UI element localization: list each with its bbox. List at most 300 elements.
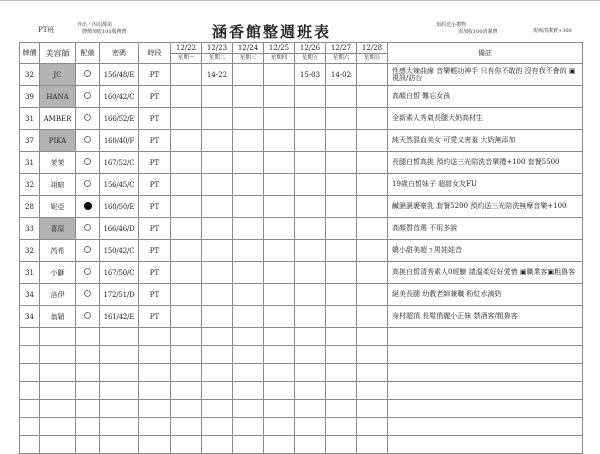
shift-cell[interactable] bbox=[264, 108, 295, 130]
empty-circle-icon bbox=[84, 136, 91, 143]
equipment-cell bbox=[76, 284, 100, 306]
empty-circle-icon bbox=[84, 180, 91, 187]
shift-cell[interactable] bbox=[264, 196, 295, 218]
table-row bbox=[20, 152, 583, 174]
empty-cell[interactable] bbox=[139, 328, 171, 346]
shift-cell[interactable] bbox=[326, 262, 357, 284]
col-tag-price: 牌價 bbox=[20, 43, 40, 64]
time-slot-cell: PT bbox=[139, 262, 171, 284]
time-slot-cell: PT bbox=[139, 240, 171, 262]
empty-cell[interactable] bbox=[76, 364, 100, 382]
shift-cell[interactable] bbox=[326, 306, 357, 328]
empty-cell[interactable] bbox=[20, 364, 40, 382]
shift-cell[interactable] bbox=[233, 306, 264, 328]
day-date: 12/25 bbox=[264, 43, 294, 54]
remarks-cell: 身材超頂 長髮俏麗小正妹 禁酒客/粗魯客 bbox=[388, 306, 583, 328]
empty-cell[interactable] bbox=[388, 400, 583, 418]
day-weekday: 星期二 bbox=[208, 55, 226, 61]
shift-cell[interactable] bbox=[357, 108, 388, 130]
col-day-1 bbox=[171, 43, 202, 64]
empty-cell[interactable] bbox=[100, 400, 139, 418]
equipment-cell bbox=[76, 196, 100, 218]
schedule-table bbox=[19, 42, 583, 454]
empty-cell[interactable] bbox=[100, 436, 139, 454]
code-cell: 166/52/E bbox=[100, 108, 139, 130]
col-day-2 bbox=[202, 43, 233, 64]
empty-cell[interactable] bbox=[76, 436, 100, 454]
empty-cell[interactable] bbox=[264, 364, 295, 382]
therapist-name-cell: PIKA bbox=[40, 130, 76, 152]
empty-cell[interactable] bbox=[388, 382, 583, 400]
empty-circle-icon bbox=[84, 312, 91, 319]
empty-cell[interactable] bbox=[388, 418, 583, 436]
shift-cell[interactable] bbox=[326, 196, 357, 218]
tag-price-cell: 37 bbox=[20, 130, 40, 152]
table-row bbox=[20, 284, 583, 306]
empty-cell[interactable] bbox=[233, 382, 264, 400]
day-date: 12/28 bbox=[357, 43, 387, 54]
shift-cell[interactable] bbox=[171, 196, 202, 218]
empty-row bbox=[20, 382, 583, 400]
shift-cell[interactable] bbox=[264, 240, 295, 262]
empty-cell[interactable] bbox=[326, 418, 357, 436]
col-remarks: 備註 bbox=[388, 43, 583, 64]
time-slot-cell: PT bbox=[139, 174, 171, 196]
table-row bbox=[20, 130, 583, 152]
day-date: 12/24 bbox=[233, 43, 263, 54]
shift-cell[interactable] bbox=[202, 306, 233, 328]
shift-cell[interactable] bbox=[202, 196, 233, 218]
shift-cell[interactable] bbox=[233, 86, 264, 108]
table-row bbox=[20, 196, 583, 218]
shift-cell[interactable] bbox=[171, 284, 202, 306]
tag-price-cell: 34 bbox=[20, 284, 40, 306]
shift-cell[interactable] bbox=[326, 284, 357, 306]
day-weekday: 星期日 bbox=[363, 55, 381, 61]
day-weekday: 星期五 bbox=[301, 55, 319, 61]
empty-cell[interactable] bbox=[171, 418, 202, 436]
empty-cell[interactable] bbox=[264, 346, 295, 364]
remarks-cell: 高顏質首選 不用多說 bbox=[388, 218, 583, 240]
time-slot-cell: PT bbox=[139, 64, 171, 86]
empty-cell[interactable] bbox=[100, 418, 139, 436]
equipment-cell bbox=[76, 174, 100, 196]
shift-cell[interactable] bbox=[295, 130, 326, 152]
empty-row bbox=[20, 436, 583, 454]
therapist-name-cell: 洛伊 bbox=[40, 284, 76, 306]
day-date: 12/23 bbox=[202, 43, 232, 54]
table-row bbox=[20, 218, 583, 240]
shift-cell[interactable] bbox=[264, 64, 295, 86]
code-cell: 160/40/F bbox=[100, 130, 139, 152]
empty-cell[interactable] bbox=[264, 436, 295, 454]
shift-cell[interactable] bbox=[202, 262, 233, 284]
shift-cell[interactable] bbox=[357, 196, 388, 218]
col-day-5 bbox=[295, 43, 326, 64]
empty-cell[interactable] bbox=[233, 328, 264, 346]
empty-cell[interactable] bbox=[76, 328, 100, 346]
empty-cell[interactable] bbox=[171, 436, 202, 454]
empty-cell[interactable] bbox=[171, 346, 202, 364]
empty-cell[interactable] bbox=[76, 400, 100, 418]
shift-cell[interactable] bbox=[233, 108, 264, 130]
empty-cell[interactable] bbox=[171, 382, 202, 400]
shift-cell[interactable] bbox=[326, 240, 357, 262]
code-cell: 156/48/E bbox=[100, 64, 139, 86]
empty-cell[interactable] bbox=[40, 400, 76, 418]
shift-cell[interactable] bbox=[264, 218, 295, 240]
shift-cell[interactable] bbox=[326, 108, 357, 130]
empty-cell[interactable] bbox=[357, 346, 388, 364]
empty-row bbox=[20, 364, 583, 382]
empty-cell[interactable] bbox=[264, 418, 295, 436]
tag-price-cell: 34 bbox=[20, 306, 40, 328]
empty-cell[interactable] bbox=[388, 328, 583, 346]
empty-cell[interactable] bbox=[20, 418, 40, 436]
empty-cell[interactable] bbox=[171, 364, 202, 382]
shift-cell[interactable] bbox=[295, 174, 326, 196]
shift-cell[interactable]: 14-02 bbox=[326, 64, 357, 86]
shift-cell[interactable] bbox=[295, 152, 326, 174]
tag-price-cell: 28 bbox=[20, 196, 40, 218]
therapist-name-cell: JC bbox=[40, 64, 76, 86]
remarks-cell: 高顏白皙 難忘女孩 bbox=[388, 86, 583, 108]
therapist-name-cell: 小龢 bbox=[40, 262, 76, 284]
empty-cell[interactable] bbox=[295, 436, 326, 454]
code-cell: 166/46/D bbox=[100, 218, 139, 240]
shift-cell[interactable] bbox=[295, 284, 326, 306]
day-date: 12/22 bbox=[171, 43, 201, 54]
tag-price-cell: 31 bbox=[20, 108, 40, 130]
empty-cell[interactable] bbox=[357, 436, 388, 454]
time-slot-cell: PT bbox=[139, 152, 171, 174]
empty-cell[interactable] bbox=[326, 346, 357, 364]
col-day-3 bbox=[233, 43, 264, 64]
shift-cell[interactable] bbox=[233, 174, 264, 196]
empty-cell[interactable] bbox=[326, 400, 357, 418]
shift-cell[interactable] bbox=[171, 306, 202, 328]
empty-cell[interactable] bbox=[264, 382, 295, 400]
remarks-cell: 鹹濕濕裹豪乳 套餐5200 預約送三光陪洗無摩音樂+100 bbox=[388, 196, 583, 218]
shift-cell[interactable] bbox=[202, 174, 233, 196]
empty-cell[interactable] bbox=[388, 436, 583, 454]
empty-cell[interactable] bbox=[233, 418, 264, 436]
empty-circle-icon bbox=[84, 70, 91, 77]
shift-cell[interactable] bbox=[357, 64, 388, 86]
empty-cell[interactable] bbox=[100, 364, 139, 382]
shift-cell[interactable] bbox=[171, 218, 202, 240]
shift-cell[interactable] bbox=[295, 240, 326, 262]
empty-cell[interactable] bbox=[20, 400, 40, 418]
shift-cell[interactable] bbox=[171, 86, 202, 108]
table-row bbox=[20, 262, 583, 284]
remarks-cell: 純天然混血美女 可愛又害羞 大奶無添加 bbox=[388, 130, 583, 152]
shift-cell[interactable] bbox=[326, 174, 357, 196]
time-slot-cell: PT bbox=[139, 284, 171, 306]
empty-cell[interactable] bbox=[100, 346, 139, 364]
empty-cell[interactable] bbox=[139, 418, 171, 436]
empty-cell[interactable] bbox=[388, 346, 583, 364]
shift-cell[interactable] bbox=[233, 262, 264, 284]
shift-cell[interactable] bbox=[171, 130, 202, 152]
shift-cell[interactable] bbox=[326, 130, 357, 152]
shift-cell[interactable] bbox=[357, 152, 388, 174]
tag-price-cell: 32 bbox=[20, 64, 40, 86]
empty-cell[interactable] bbox=[76, 418, 100, 436]
shift-cell[interactable] bbox=[264, 306, 295, 328]
day-weekday: 星期六 bbox=[332, 55, 350, 61]
day-weekday: 星期三 bbox=[239, 55, 257, 61]
empty-cell[interactable] bbox=[40, 328, 76, 346]
equipment-cell bbox=[76, 306, 100, 328]
remarks-cell: 嬌小甜美超ㄋ男娃娃音 bbox=[388, 240, 583, 262]
code-cell: 161/42/E bbox=[100, 306, 139, 328]
empty-cell[interactable] bbox=[388, 364, 583, 382]
tag-price-cell: 31 bbox=[20, 152, 40, 174]
equipment-cell bbox=[76, 108, 100, 130]
empty-cell[interactable] bbox=[233, 364, 264, 382]
empty-cell[interactable] bbox=[295, 346, 326, 364]
shift-cell[interactable] bbox=[357, 262, 388, 284]
equipment-cell bbox=[76, 218, 100, 240]
shift-cell[interactable] bbox=[171, 64, 202, 86]
empty-circle-icon bbox=[84, 158, 91, 165]
shift-cell[interactable] bbox=[202, 108, 233, 130]
tag-price-cell: 31 bbox=[20, 262, 40, 284]
table-row bbox=[20, 108, 583, 130]
empty-cell[interactable] bbox=[139, 382, 171, 400]
schedule-body bbox=[20, 64, 583, 454]
shift-cell[interactable] bbox=[202, 218, 233, 240]
page-title: 涵香館整週班表 bbox=[212, 23, 332, 41]
shift-cell[interactable] bbox=[202, 86, 233, 108]
empty-cell[interactable] bbox=[171, 328, 202, 346]
shift-cell[interactable] bbox=[264, 262, 295, 284]
tag-price-cell: 33 bbox=[20, 218, 40, 240]
time-slot-cell: PT bbox=[139, 196, 171, 218]
shift-cell[interactable] bbox=[295, 218, 326, 240]
shift-cell[interactable] bbox=[357, 240, 388, 262]
time-slot-cell: PT bbox=[139, 130, 171, 152]
scene-fee: 現場清潔費+300 bbox=[533, 28, 572, 34]
empty-cell[interactable] bbox=[326, 382, 357, 400]
table-row bbox=[20, 174, 583, 196]
shift-cell[interactable] bbox=[326, 152, 357, 174]
empty-cell[interactable] bbox=[20, 328, 40, 346]
shift-cell[interactable] bbox=[326, 86, 357, 108]
shift-cell[interactable] bbox=[233, 218, 264, 240]
shift-cell[interactable] bbox=[202, 130, 233, 152]
col-day-6 bbox=[326, 43, 357, 64]
therapist-name-cell: 喜原 bbox=[40, 218, 76, 240]
table-row bbox=[20, 240, 583, 262]
shift-cell[interactable] bbox=[171, 152, 202, 174]
tag-price-cell: 32 bbox=[20, 174, 40, 196]
empty-cell[interactable] bbox=[326, 364, 357, 382]
shift-cell[interactable] bbox=[171, 174, 202, 196]
empty-cell[interactable] bbox=[100, 328, 139, 346]
code-cell: 160/50/E bbox=[100, 196, 139, 218]
equipment-cell bbox=[76, 130, 100, 152]
empty-cell[interactable] bbox=[202, 436, 233, 454]
shift-cell[interactable] bbox=[357, 86, 388, 108]
day-weekday: 星期一 bbox=[177, 55, 195, 61]
shift-cell[interactable] bbox=[171, 240, 202, 262]
empty-cell[interactable] bbox=[20, 346, 40, 364]
therapist-name-cell: 翁穎 bbox=[40, 306, 76, 328]
shift-cell[interactable] bbox=[202, 240, 233, 262]
empty-cell[interactable] bbox=[295, 382, 326, 400]
empty-cell[interactable] bbox=[202, 364, 233, 382]
remarks-cell: 高挑白皙清秀素人0經驗 請溫柔好好愛惜 ▣職業客▣粗魯客 bbox=[388, 262, 583, 284]
shift-cell[interactable] bbox=[264, 130, 295, 152]
shift-cell[interactable] bbox=[233, 152, 264, 174]
shift-cell[interactable] bbox=[233, 130, 264, 152]
shift-cell[interactable] bbox=[357, 130, 388, 152]
empty-cell[interactable] bbox=[357, 382, 388, 400]
shift-cell[interactable] bbox=[295, 262, 326, 284]
empty-cell[interactable] bbox=[40, 436, 76, 454]
shift-cell[interactable] bbox=[295, 306, 326, 328]
empty-row bbox=[20, 400, 583, 418]
empty-cell[interactable] bbox=[233, 436, 264, 454]
therapist-name-cell: 翊暄 bbox=[40, 174, 76, 196]
shift-cell[interactable] bbox=[326, 218, 357, 240]
col-therapist: 美容師 bbox=[40, 43, 76, 64]
shift-cell[interactable] bbox=[264, 174, 295, 196]
shift-cell[interactable] bbox=[295, 196, 326, 218]
shift-cell[interactable] bbox=[233, 64, 264, 86]
shift-cell[interactable] bbox=[233, 196, 264, 218]
empty-cell[interactable] bbox=[139, 364, 171, 382]
empty-cell[interactable] bbox=[20, 382, 40, 400]
empty-cell[interactable] bbox=[264, 400, 295, 418]
code-cell: 172/51/D bbox=[100, 284, 139, 306]
shift-cell[interactable] bbox=[202, 284, 233, 306]
shift-cell[interactable]: 14-22 bbox=[202, 64, 233, 86]
empty-cell[interactable] bbox=[202, 418, 233, 436]
page-top-border bbox=[0, 0, 600, 1]
col-code: 密碼 bbox=[100, 43, 139, 64]
empty-cell[interactable] bbox=[202, 382, 233, 400]
empty-cell[interactable] bbox=[40, 364, 76, 382]
note-left-line2: 牌價加收100服務費 bbox=[82, 29, 127, 35]
empty-cell[interactable] bbox=[264, 328, 295, 346]
col-equipment: 配備 bbox=[76, 43, 100, 64]
code-cell: 167/52/C bbox=[100, 152, 139, 174]
shift-cell[interactable] bbox=[264, 284, 295, 306]
empty-cell[interactable] bbox=[20, 436, 40, 454]
time-slot-cell: PT bbox=[139, 306, 171, 328]
empty-cell[interactable] bbox=[100, 382, 139, 400]
remarks-cell: 絕美長腿 幼教老師兼職 粉紅水滴奶 bbox=[388, 284, 583, 306]
empty-row bbox=[20, 418, 583, 436]
empty-cell[interactable] bbox=[202, 346, 233, 364]
empty-cell[interactable] bbox=[233, 346, 264, 364]
remarks-cell: 長腿白皙高挑 預約送三光陪洗音樂禮+100 套餐5500 bbox=[388, 152, 583, 174]
therapist-name-cell: 芮希 bbox=[40, 240, 76, 262]
code-cell: 167/50/C bbox=[100, 262, 139, 284]
empty-cell[interactable] bbox=[40, 418, 76, 436]
time-slot-cell: PT bbox=[139, 218, 171, 240]
empty-cell[interactable] bbox=[295, 400, 326, 418]
shift-cell[interactable] bbox=[233, 284, 264, 306]
empty-cell[interactable] bbox=[357, 418, 388, 436]
col-time-slot: 時段 bbox=[139, 43, 171, 64]
therapist-name-cell: AMBER bbox=[40, 108, 76, 130]
empty-cell[interactable] bbox=[139, 436, 171, 454]
empty-cell[interactable] bbox=[76, 346, 100, 364]
therapist-name-cell: HANA bbox=[40, 86, 76, 108]
remarks-cell: 性感大辣曲線 音樂輕功神手 只有你不敢的 沒有我不會的 ▣視訊/訪台 bbox=[388, 64, 583, 86]
shift-cell[interactable] bbox=[295, 108, 326, 130]
empty-cell[interactable] bbox=[295, 364, 326, 382]
empty-cell[interactable] bbox=[139, 346, 171, 364]
empty-circle-icon bbox=[84, 290, 91, 297]
empty-cell[interactable] bbox=[40, 346, 76, 364]
code-cell: 160/42/C bbox=[100, 86, 139, 108]
equipment-cell bbox=[76, 64, 100, 86]
empty-cell[interactable] bbox=[357, 400, 388, 418]
shift-cell[interactable]: 15-03 bbox=[295, 64, 326, 86]
empty-cell[interactable] bbox=[139, 400, 171, 418]
empty-cell[interactable] bbox=[233, 400, 264, 418]
equipment-cell bbox=[76, 262, 100, 284]
class-label: PT班 bbox=[38, 26, 55, 34]
shift-cell[interactable] bbox=[357, 284, 388, 306]
empty-cell[interactable] bbox=[40, 382, 76, 400]
shift-cell[interactable] bbox=[233, 240, 264, 262]
empty-circle-icon bbox=[84, 268, 91, 275]
note-left-line1: 外出・內用都需 bbox=[77, 22, 113, 28]
therapist-name-cell: 妮亞 bbox=[40, 196, 76, 218]
code-cell: 156/45/C bbox=[100, 174, 139, 196]
code-cell: 150/42/C bbox=[100, 240, 139, 262]
day-date: 12/26 bbox=[295, 43, 325, 54]
table-row bbox=[20, 306, 583, 328]
empty-cell[interactable] bbox=[171, 400, 202, 418]
empty-circle-icon bbox=[84, 92, 91, 99]
empty-cell[interactable] bbox=[295, 328, 326, 346]
empty-cell[interactable] bbox=[357, 364, 388, 382]
day-weekday: 星期四 bbox=[270, 55, 288, 61]
shift-cell[interactable] bbox=[357, 306, 388, 328]
table-row bbox=[20, 86, 583, 108]
empty-cell[interactable] bbox=[357, 328, 388, 346]
empty-cell[interactable] bbox=[202, 400, 233, 418]
header-row bbox=[20, 43, 583, 64]
shift-cell[interactable] bbox=[264, 152, 295, 174]
therapist-name-cell: 茉茉 bbox=[40, 152, 76, 174]
empty-cell[interactable] bbox=[76, 382, 100, 400]
empty-cell[interactable] bbox=[326, 436, 357, 454]
shift-cell[interactable] bbox=[264, 86, 295, 108]
shift-cell[interactable] bbox=[295, 86, 326, 108]
shift-cell[interactable] bbox=[357, 174, 388, 196]
shift-cell[interactable] bbox=[357, 218, 388, 240]
empty-circle-icon bbox=[84, 224, 91, 231]
empty-cell[interactable] bbox=[295, 418, 326, 436]
empty-cell[interactable] bbox=[326, 328, 357, 346]
shift-cell[interactable] bbox=[171, 108, 202, 130]
tag-price-cell: 32 bbox=[20, 240, 40, 262]
empty-row bbox=[20, 346, 583, 364]
time-slot-cell: PT bbox=[139, 108, 171, 130]
empty-cell[interactable] bbox=[202, 328, 233, 346]
shift-cell[interactable] bbox=[202, 152, 233, 174]
shift-cell[interactable] bbox=[171, 262, 202, 284]
remarks-cell: 全新素人秀氣長腿大奶高材生 bbox=[388, 108, 583, 130]
